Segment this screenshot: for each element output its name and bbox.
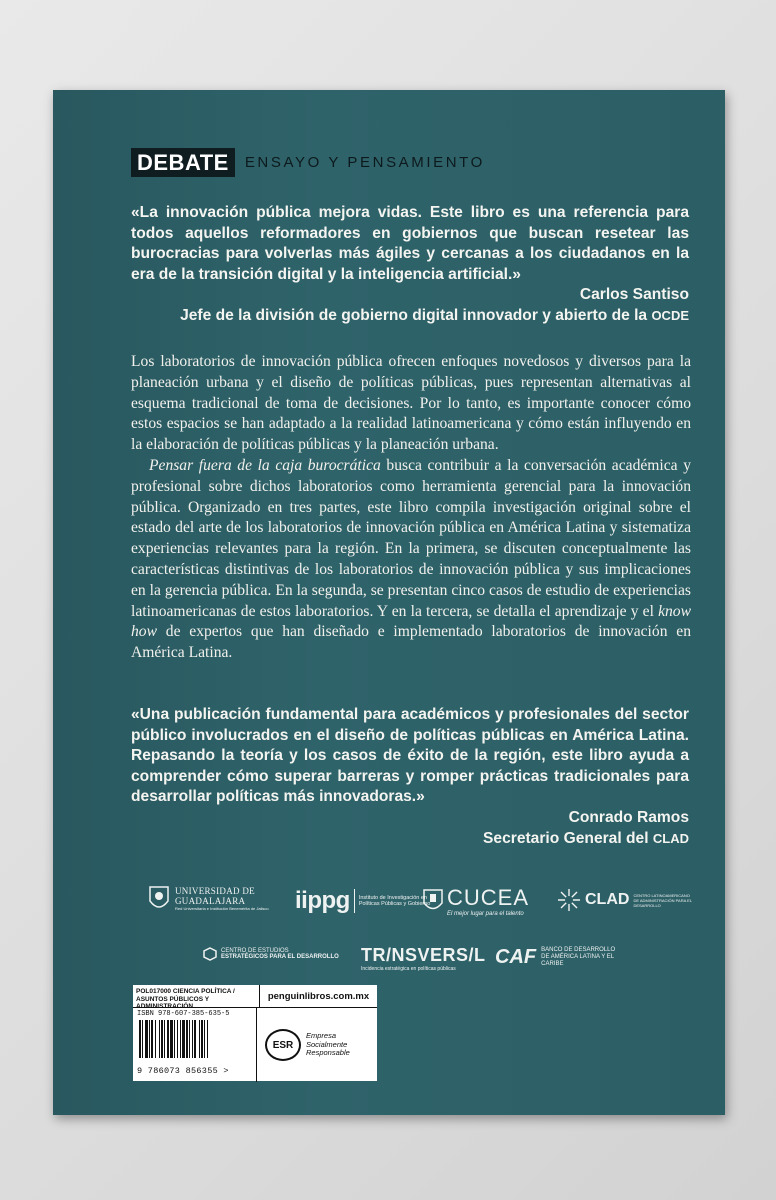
- transversal-wordmark: TR/NSVERS/L: [361, 945, 486, 965]
- barcode-panel: [133, 985, 377, 1081]
- udg-crest-icon: [147, 885, 171, 913]
- synopsis-text-end: de expertos que han diseñado e implementado laboratorios de innovación en América Latina.: [131, 623, 691, 662]
- sponsor-logos-row-1: [147, 885, 707, 917]
- quote-author: Conrado Ramos: [568, 808, 689, 826]
- ceed-logo: [203, 947, 339, 961]
- cucea-tagline: El mejor lugar para el talento: [447, 911, 524, 917]
- esr-text: Empresa Socialmente Responsable: [306, 1031, 350, 1058]
- barcode-number: 9 786073 856355 >: [137, 1066, 229, 1076]
- collection-name: ENSAYO Y PENSAMIENTO: [244, 154, 485, 171]
- cucea-logo: [422, 885, 529, 917]
- ceed-name-2: ESTRATÉGICOS PARA EL DESARROLLO: [221, 954, 339, 960]
- iippg-description: Instituto de Investigación en Políticas Públicas y Gobierno: [358, 894, 431, 907]
- esr-badge: [257, 1008, 377, 1082]
- transversal-subtitle: Incidencia estratégica en políticas públicas: [361, 966, 456, 972]
- transversal-logo: [361, 945, 486, 973]
- clad-logo: [557, 888, 695, 912]
- book-back-cover: [53, 90, 725, 1115]
- role-text: Jefe de la división de gobierno digital innovador y abierto de la: [180, 306, 652, 324]
- quote-author-role: [131, 829, 689, 850]
- udg-name-1: UNIVERSIDAD DE: [175, 885, 255, 896]
- quote-author-role: [131, 306, 689, 327]
- clad-wordmark: CLAD: [585, 891, 630, 908]
- sponsor-logos-row-2: [203, 945, 703, 975]
- role-org: OCDE: [651, 307, 689, 323]
- blurb-quote-top: [131, 203, 689, 327]
- quote-text: «La innovación pública mejora vidas. Este libro es una referencia para todos aquellos reformadores en gobiernos que buscan resetear las burocracias para volverlas más ágiles y cercanas a los ciudadanos en la era de la transición digital y la inteligencia artificial.»: [131, 204, 689, 283]
- esr-mark: ESR: [265, 1029, 301, 1061]
- udg-name-2: GUADALAJARA: [175, 895, 246, 906]
- cucea-crest-icon: [422, 888, 444, 914]
- quote-text: «Una publicación fundamental para académicos y profesionales del sector público involucrados en el diseño de políticas públicas en América Latina. Repasando la teoría y los casos de éxito de la región, este libro ayuda a comprender cómo superar barreras y romper prácticas tradicionales para desarrollar políticas más innovadoras.»: [131, 706, 689, 806]
- role-text: Secretario General del: [483, 829, 653, 847]
- publisher-brand: [131, 148, 485, 177]
- role-org: CLAD: [652, 830, 689, 846]
- publisher-website: penguinlibros.com.mx: [267, 990, 370, 1002]
- udg-subtitle: Red Universitaria e Institución Benemérita de Jalisco: [175, 905, 269, 911]
- caf-logo: [495, 946, 617, 969]
- clad-sunburst-icon: [557, 888, 581, 912]
- quote-author: Carlos Santiso: [579, 286, 689, 304]
- ceed-name-1: CENTRO DE ESTUDIOS: [221, 947, 289, 954]
- barcode-graphic: [137, 1018, 251, 1060]
- iippg-wordmark: iippg: [295, 887, 350, 914]
- caf-description: BANCO DE DESARROLLO DE AMÉRICA LATINA Y EL CARIBE: [541, 947, 616, 967]
- synopsis-paragraph-1: Los laboratorios de innovación pública ofrecen enfoques novedosos y diversos para la planeación urbana y el diseño de políticas públicas, pues representan alternativas al esquema tradicional de toma de decisiones. Por lo tanto, es importante conocer cómo estos espacios se han adaptado a la realidad latinoamericana y cómo están influyendo en la elaboración de políticas públicas y la planeación urbana.: [131, 353, 691, 454]
- cucea-wordmark: CUCEA: [447, 885, 530, 910]
- udg-logo: [147, 885, 269, 913]
- iippg-logo: [295, 887, 435, 915]
- debate-logo: DEBATE: [131, 148, 235, 177]
- blurb-quote-bottom: [131, 705, 689, 849]
- synopsis-paragraph-2: [131, 456, 691, 664]
- synopsis: [131, 352, 691, 664]
- know-how-term: know how: [131, 602, 691, 641]
- caf-wordmark: CAF: [495, 946, 537, 968]
- synopsis-text: busca contribuir a la conversación académica y profesional sobre dichos laboratorios como herramienta gerencial para la innovación pública. Organizado en tres partes, este libro compila investigación original sobre el estado del arte de los laboratorios de innovación pública en América Latina y sistematiza experiencias relevantes para la región. En la primera, se discuten conceptualmente las características distintivas de los laboratorios de innovación pública y sus implicaciones en la gerencia pública. En la segunda, se presentan cinco casos de estudio de experiencias latinoamericanas de estos laboratorios. Y en la tercera, se detalla el aprendizaje y el: [131, 456, 691, 620]
- subject-category: POL017000 CIENCIA POLÍTICA / ASUNTOS PÚBLICOS Y ADMINISTRACIÓN: [133, 985, 260, 1007]
- isbn: ISBN 978-607-385-635-5: [137, 1010, 230, 1018]
- clad-description: CENTRO LATINOAMERICANO DE ADMINISTRACIÓN PARA EL DESARROLLO: [633, 892, 692, 908]
- ceed-hexagon-icon: [203, 947, 217, 961]
- book-title: Pensar fuera de la caja burocrática: [149, 456, 381, 474]
